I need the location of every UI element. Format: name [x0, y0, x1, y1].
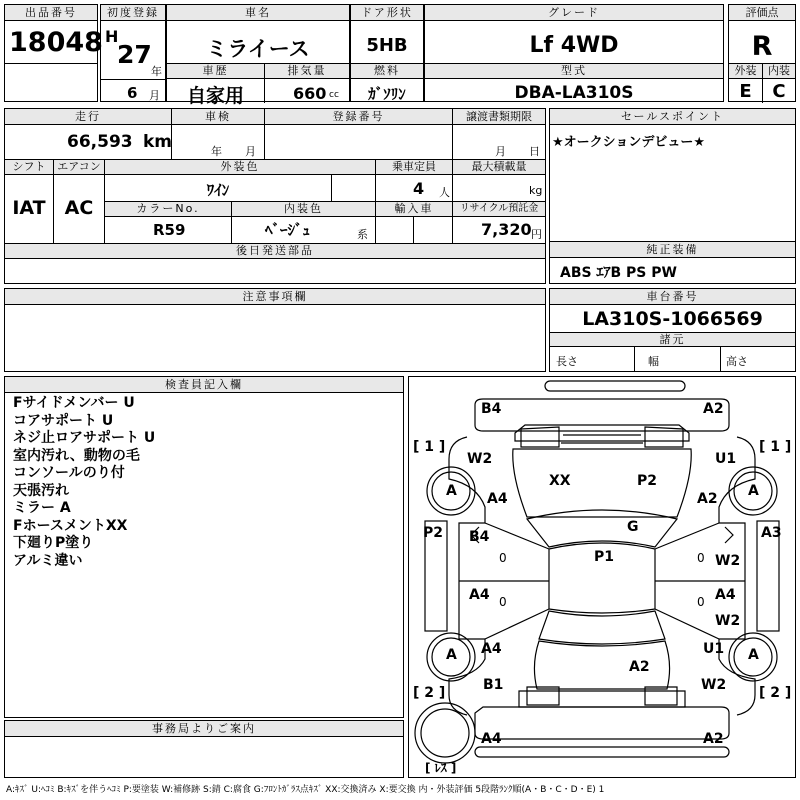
- length-label: 長さ: [556, 355, 578, 368]
- car-history: 自家用: [186, 85, 244, 107]
- era-year-unit: 年: [151, 65, 162, 78]
- color-no-label: カラーNo.: [105, 202, 231, 217]
- bracket-2-right: [ 2 ]: [759, 685, 792, 701]
- bracket-1-left: [ 1 ]: [413, 439, 446, 455]
- door-cell: [350, 4, 424, 102]
- middle-table: [4, 108, 546, 284]
- persons-unit: 人: [439, 186, 450, 199]
- exterior-label: 外装: [729, 64, 762, 79]
- mark-a2-front: A2: [703, 401, 724, 417]
- lot-number: 18048: [9, 27, 103, 58]
- lot-number-cell: [4, 4, 103, 102]
- chassis-label: 車台番号: [550, 289, 795, 305]
- door-type: 5HB: [366, 35, 408, 56]
- bracket-2-left: [ 2 ]: [413, 685, 446, 701]
- manual-month-unit: 月: [495, 145, 506, 158]
- mark-p2-hood: P2: [637, 473, 658, 489]
- later-parts-label: 後日発送部品: [5, 244, 545, 259]
- grade-label: グレード: [425, 5, 723, 21]
- inspector-note-line: アルミ違い: [13, 552, 83, 569]
- mark-a4-bottom: A4: [481, 731, 502, 747]
- inspector-note-line: 下廻りP塗り: [13, 535, 94, 551]
- registration-month: 6: [127, 84, 138, 102]
- specs-label: 諸元: [550, 333, 795, 347]
- car-name-label: 車名: [167, 5, 349, 21]
- damage-legend: A:ｷｽﾞ U:ﾍｺﾐ B:ｷｽﾞを伴うﾍｺﾐ P:要塗装 W:補修跡 S:錆 C:腐食 G:ﾌﾛﾝﾄｶﾞﾗｽ点ｷｽﾞ XX:交換済み X:要交換 内・外装評価 5段階ﾗﾝｸ順(A・B・C・D・E) 1: [6, 785, 605, 795]
- notes-cell: [4, 288, 546, 372]
- history-label: 車歴: [167, 64, 264, 79]
- genuine-equipment-label: 純正装備: [550, 242, 795, 258]
- model-label: 型式: [425, 64, 723, 79]
- mark-g-glass: G: [627, 519, 639, 535]
- capacity: 4: [413, 179, 425, 198]
- mark-a4-left-door-2: A4: [469, 587, 490, 603]
- displacement-label: 排気量: [265, 64, 349, 79]
- overall-score: R: [751, 31, 773, 62]
- manual-day-unit: 日: [529, 145, 540, 158]
- capacity-label: 乗車定員: [376, 160, 452, 175]
- mark-zero-left-1: 0: [499, 551, 507, 565]
- bracket-1-right: [ 1 ]: [759, 439, 792, 455]
- inspector-note-line: コンソールのり付: [13, 465, 125, 481]
- lot-number-label: 出品番号: [5, 5, 97, 21]
- first-registration-label: 初度登録: [101, 5, 165, 21]
- yen-unit: 円: [531, 228, 542, 241]
- mark-b4-left-door: B4: [469, 529, 490, 545]
- fuel-label: 燃料: [351, 64, 423, 79]
- displacement: 660: [293, 84, 327, 103]
- era-mark: H: [105, 27, 119, 46]
- aircon: AC: [64, 197, 94, 219]
- spare-tire-label: [ ﾚｽ ]: [425, 761, 457, 775]
- int-color-label: 内装色: [232, 202, 375, 217]
- score-label: 評価点: [729, 5, 795, 21]
- inspector-note-line: ミラー A: [13, 500, 71, 516]
- office-notice-cell: [4, 720, 404, 778]
- office-notice-label: 事務局よりご案内: [5, 721, 403, 737]
- mark-zero-left-2: 0: [499, 595, 507, 609]
- notes-label: 注意事項欄: [5, 289, 545, 305]
- car-name: ミライース: [206, 37, 310, 61]
- registration-year: 27: [117, 40, 152, 69]
- mark-w2-front-left: W2: [467, 451, 493, 467]
- mark-w2-right-door-2: W2: [715, 613, 741, 629]
- mark-a-front-right-tire: A: [748, 483, 759, 499]
- mark-b1-rear: B1: [483, 677, 504, 693]
- mark-a4-front-left: A4: [487, 491, 508, 507]
- reg-number-label: 登録番号: [265, 109, 452, 125]
- recycle-fee: 7,320: [481, 220, 532, 239]
- inspector-notes-cell: [4, 376, 404, 718]
- grade-cell: [424, 4, 724, 102]
- interior-score: C: [772, 81, 786, 102]
- fuel-type: ｶﾞｿﾘﾝ: [368, 85, 406, 103]
- width-label: 幅: [648, 355, 659, 368]
- mileage: 66,593: [67, 132, 133, 152]
- first-registration-cell: [100, 4, 166, 102]
- inspector-note-line: 天張汚れ: [13, 482, 69, 499]
- mark-a-front-left-tire: A: [446, 483, 457, 499]
- recycle-fee-label: リサイクル預託金: [453, 202, 545, 217]
- int-color-unit: 系: [357, 228, 368, 241]
- mark-a-rear-right-tire: A: [748, 647, 759, 663]
- int-color: ﾍﾞｰｼﾞｭ: [265, 221, 311, 239]
- mark-p2-left: P2: [423, 525, 444, 541]
- kg-unit: kg: [529, 184, 543, 197]
- interior-label: 内装: [763, 64, 795, 79]
- genuine-equipment: ABS ｴｱB PS PW: [560, 265, 677, 281]
- inspector-note-line: Fサイドメンバー U: [13, 395, 135, 411]
- damage-diagram: [408, 376, 796, 778]
- height-label: 高さ: [726, 355, 748, 368]
- grade: Lf 4WD: [529, 33, 619, 58]
- model-code: DBA-LA310S: [514, 83, 634, 103]
- mark-u1-rear-right: U1: [703, 641, 725, 657]
- shift-type: IAT: [12, 197, 46, 219]
- mark-a3-right: A3: [761, 525, 782, 541]
- inspector-note-line: 室内汚れ、動物の毛: [13, 447, 140, 464]
- inspection-month-unit: 月: [245, 145, 256, 158]
- mileage-label: 走行: [5, 109, 171, 125]
- mark-a2-trunk: A2: [629, 659, 650, 675]
- mark-zero-right-2: 0: [697, 595, 705, 609]
- color-no: R59: [153, 221, 186, 239]
- mark-a4-rear-left: A4: [481, 641, 502, 657]
- mileage-unit: km: [143, 132, 173, 152]
- mark-w2-right-door: W2: [715, 553, 741, 569]
- inspector-note-line: FホースメントXX: [13, 517, 128, 534]
- mark-p1-roof: P1: [594, 549, 615, 565]
- exterior-score: E: [739, 81, 752, 102]
- inspector-note-line: コアサポート U: [13, 412, 114, 429]
- chassis-cell: [549, 288, 796, 372]
- ext-color-label: 外装色: [105, 160, 375, 175]
- mark-u1-front-right: U1: [715, 451, 737, 467]
- mark-xx-hood: XX: [549, 473, 571, 489]
- door-label: ドア形状: [351, 5, 423, 21]
- car-name-cell: [166, 4, 350, 107]
- mark-b4-front: B4: [481, 401, 502, 417]
- score-cell: [728, 4, 796, 102]
- aircon-label: エアコン: [54, 160, 104, 175]
- mark-a-rear-left-tire: A: [446, 647, 457, 663]
- chassis-number: LA310S-1066569: [582, 308, 763, 330]
- sales-point: ★オークションデビュー★: [552, 135, 706, 150]
- car-outline: [409, 377, 795, 777]
- month-unit: 月: [149, 89, 160, 102]
- mark-a2-bottom: A2: [703, 731, 724, 747]
- cc-unit: cc: [329, 90, 339, 100]
- mark-w2-rear-right: W2: [701, 677, 727, 693]
- sales-point-label: セールスポイント: [550, 109, 795, 125]
- mark-a2-front-right: A2: [697, 491, 718, 507]
- mark-zero-right-1: 0: [697, 551, 705, 565]
- inspection-year-unit: 年: [211, 145, 222, 158]
- manual-period-label: 譲渡書類期限: [453, 109, 545, 125]
- ext-color: ﾜｲﾝ: [206, 181, 230, 199]
- import-label: 輸入車: [376, 202, 452, 217]
- sales-point-cell: [549, 108, 796, 284]
- inspector-notes-label: 検査員記入欄: [5, 377, 403, 393]
- max-load-label: 最大積載量: [453, 160, 545, 175]
- shift-label: シフト: [5, 160, 53, 175]
- mark-a4-right-door-2: A4: [715, 587, 736, 603]
- inspection-label: 車検: [172, 109, 264, 125]
- inspector-note-line: ネジ止ロアサポート U: [13, 430, 156, 446]
